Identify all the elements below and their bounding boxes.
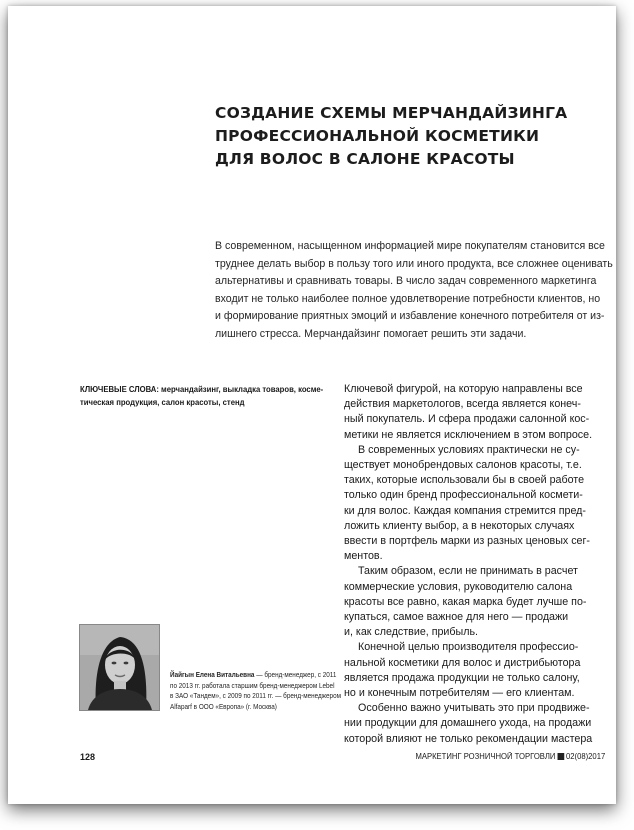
- article-lead: [215, 238, 613, 344]
- body-line: которой влияют не только рекомендации мастера: [344, 732, 593, 745]
- body-line: ный покупатель. И сфера продажи салонной кос-: [344, 413, 590, 426]
- body-line: Таким образом, если не принимать в расчет: [358, 565, 578, 578]
- article-title: [215, 102, 575, 171]
- body-line: Конечной целью производителя профессио-: [358, 641, 579, 654]
- body-line: ществует монобрендовых салонов красоты, т.е.: [344, 459, 582, 472]
- body-line: является продажа продукции не только салону,: [344, 671, 580, 684]
- body-line: ки для волос. Каждая компания стремится пред-: [344, 504, 586, 517]
- author-bio: [170, 670, 341, 712]
- body-line: ввести в портфель марки из разных ценовых сег-: [344, 535, 590, 548]
- title-line: ДЛЯ ВОЛОС В САЛОНЕ КРАСОТЫ: [215, 150, 515, 168]
- lead-line: В современном, насыщенном информацией мире покупателям становится все: [215, 240, 605, 252]
- body-line: и, как следствие, прибыль.: [344, 626, 478, 639]
- title-line: ПРОФЕССИОНАЛЬНОЙ КОСМЕТИКИ: [215, 127, 540, 145]
- issue-number: 02(08)2017: [565, 752, 606, 761]
- body-line: только один бренд профессиональной космети-: [344, 489, 583, 502]
- bio-line: Alfaparf в ООО «Европа» (г. Москва): [170, 701, 277, 711]
- body-line: купаться, самое важное для него — продажи: [344, 611, 569, 624]
- body-line: Ключевой фигурой, на которую направлены все: [344, 383, 583, 395]
- bio-line: в ЗАО «Тандем», с 2009 по 2011 гг. — бренд-менеджером: [170, 691, 341, 701]
- bio-line-rest: — бренд-менеджер, с 2011: [254, 670, 337, 679]
- body-line: таких, которые использовали бы в своей работе: [344, 474, 585, 487]
- author-photo: [79, 624, 160, 711]
- keywords-line: тическая продукция, салон красоты, стенд: [80, 397, 245, 407]
- lead-line: входит не только наиболее полное удовлетворение потребности клиентов, но: [215, 292, 601, 305]
- body-line: действия маркетологов, всегда является конеч-: [344, 398, 581, 411]
- body-line: нии продукции для домашнего ухода, на продажи: [344, 717, 592, 730]
- title-line: СОЗДАНИЕ СХЕМЫ МЕРЧАНДАЙЗИНГА: [215, 104, 568, 122]
- article-body: [344, 382, 594, 747]
- lead-line: лишнего стресса. Мерчандайзинг помогает решить эти задачи.: [215, 327, 527, 340]
- keywords-block: [80, 384, 324, 409]
- lead-line: труднее делать выбор в пользу того или иного продукта, все сложнее оценивать: [215, 257, 613, 270]
- body-line: нальной косметики для волос и дистрибьютора: [344, 656, 581, 669]
- author-name: Йайгын Елена Витальевна: [170, 670, 255, 679]
- bio-line: [170, 670, 337, 681]
- body-line: Особенно важно учитывать это при продвиже-: [358, 702, 590, 715]
- lead-line: альтернативы и сравнивать товары. В число задач современного маркетинга: [215, 275, 597, 288]
- body-line: метики не является исключением в этом вопросе.: [344, 428, 593, 441]
- body-line: В современных условиях практически не су-: [358, 443, 580, 456]
- keywords-line: КЛЮЧЕВЫЕ СЛОВА: мерчандайзинг, выкладка товаров, косме-: [80, 385, 324, 394]
- magazine-footer: [415, 752, 606, 761]
- bio-line: по 2013 гг. работала старшим бренд-менеджером Lebel: [170, 680, 335, 690]
- body-line: красоты все равно, какая марка будет лучше по-: [344, 595, 587, 608]
- square-separator-icon: [557, 753, 564, 760]
- lead-line: и формирование приятных эмоций и избавление конечного потребителя от из-: [215, 310, 605, 323]
- body-line: ложить клиенту выбор, а в некоторых случаях: [344, 519, 575, 532]
- body-line: коммерческие условия, руководителю салона: [344, 580, 573, 593]
- author-portrait-image: [80, 625, 159, 710]
- magazine-page: [8, 6, 616, 804]
- magazine-name: МАРКЕТИНГ РОЗНИЧНОЙ ТОРГОВЛИ: [415, 752, 556, 761]
- body-line: ментов.: [344, 550, 383, 563]
- page-number: 128: [80, 752, 96, 762]
- body-line: но и конечным потребителям — его клиентам.: [344, 687, 575, 700]
